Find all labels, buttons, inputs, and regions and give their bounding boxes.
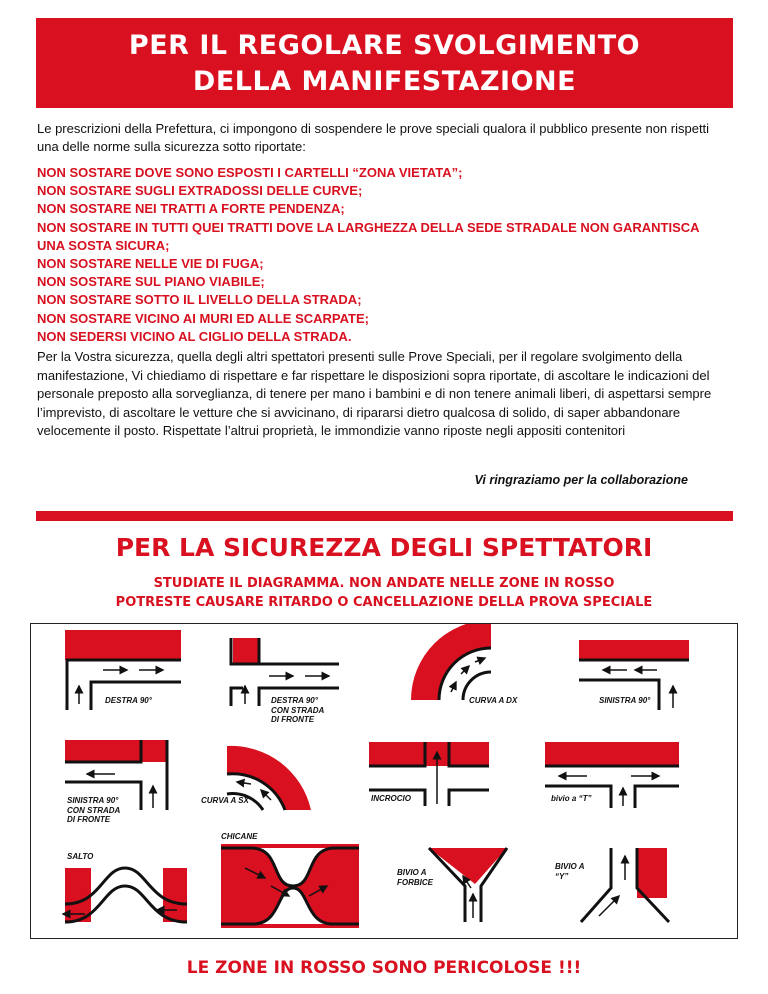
diagram-bivio-y xyxy=(581,848,669,922)
safety-subtitle-1: STUDIATE IL DIAGRAMMA. NON ANDATE NELLE ZONE IN ROSSO xyxy=(153,576,615,591)
divider-bar xyxy=(36,511,733,521)
rules-list xyxy=(37,164,717,346)
rule-item: NON SOSTARE DOVE SONO ESPOSTI I CARTELLI “ZONA VIETATA”; xyxy=(37,165,463,180)
footer-warning: LE ZONE IN ROSSO SONO PERICOLOSE !!! xyxy=(186,958,582,978)
rule-item: NON SOSTARE SOTTO IL LIVELLO DELLA STRADA; xyxy=(37,292,362,308)
title-line-1: PER IL REGOLARE SVOLGIMENTO xyxy=(128,30,641,61)
label-bivio-t: bivio a “T” xyxy=(551,794,592,803)
label-destra-90-fronte: DESTRA 90° CON STRADA DI FRONTE xyxy=(271,696,325,724)
diagram-chicane xyxy=(221,844,359,928)
diagram-graphics xyxy=(31,624,737,938)
safety-subtitle-2: POTRESTE CAUSARE RITARDO O CANCELLAZIONE DELLA PROVA SPECIALE xyxy=(115,595,653,610)
diagram-salto xyxy=(63,868,187,922)
rule-item: NON SOSTARE VICINO AI MURI ED ALLE SCARPATE; xyxy=(37,310,369,326)
diagram-box xyxy=(30,623,738,939)
label-bivio-y: BIVIO A “Y” xyxy=(555,862,585,881)
page-title xyxy=(36,18,733,100)
safety-title: PER LA SICUREZZA DEGLI SPETTATORI xyxy=(115,533,653,562)
thanks-text: Vi ringraziamo per la collaborazione xyxy=(474,473,688,487)
rule-item: NON SOSTARE SUGLI EXTRADOSSI DELLE CURVE; xyxy=(37,183,363,199)
title-banner xyxy=(36,18,733,108)
label-curva-dx: CURVA A DX xyxy=(469,696,518,705)
label-bivio-forbice: BIVIO A FORBICE xyxy=(397,868,433,887)
title-line-2: DELLA MANIFESTAZIONE xyxy=(192,66,577,97)
label-destra-90: DESTRA 90° xyxy=(105,696,152,705)
rule-item: NON SEDERSI VICINO AL CIGLIO DELLA STRADA. xyxy=(37,328,352,344)
label-sinistra-90: SINISTRA 90° xyxy=(599,696,651,705)
label-salto: SALTO xyxy=(67,852,94,861)
diagram-curva-dx xyxy=(411,624,491,700)
diagram-bivio-forbice xyxy=(429,848,507,922)
label-curva-sx: CURVA A SX xyxy=(201,796,249,805)
label-sinistra-90-fronte: SINISTRA 90° CON STRADA DI FRONTE xyxy=(67,796,121,824)
safety-paragraph: Per la Vostra sicurezza, quella degli altri spettatori presenti sulle Prove Speciali, per il regolare svolgimento della manifestazione, Vi chiediamo di rispettare e far rispettare le disposizioni sopra riportate, di ascoltare le indicazioni del personale preposto alla sorveglianza, di tenere per mano i bambini e di non tenere animali liberi, di aspettarsi sempre l’imprevisto, di ascoltare le vetture che si avvicinano, di ripararsi dietro qualcosa di solido, di saper abbandonare velocemente il posto. Rispettate l’altrui proprietà, le immondizie vanno riposte negli appositi contenitori xyxy=(37,349,712,439)
label-incrocio: INCROCIO xyxy=(371,794,411,803)
intro-text: Le prescrizioni della Prefettura, ci impongono di sospendere le prove speciali qualora il pubblico presente non rispetti una delle norme sulla sicurezza sotto riportate: xyxy=(37,121,710,154)
rule-item: NON SOSTARE NELLE VIE DI FUGA; xyxy=(37,256,264,272)
rule-item: NON SOSTARE SUL PIANO VIABILE; xyxy=(37,274,265,290)
label-chicane: CHICANE xyxy=(221,832,258,841)
rule-item: NON SOSTARE NEI TRATTI A FORTE PENDENZA; xyxy=(37,201,345,217)
rule-item: NON SOSTARE IN TUTTI QUEI TRATTI DOVE LA LARGHEZZA DELLA SEDE STRADALE NON GARANTISCA UNA SOSTA SICURA; xyxy=(37,219,700,253)
